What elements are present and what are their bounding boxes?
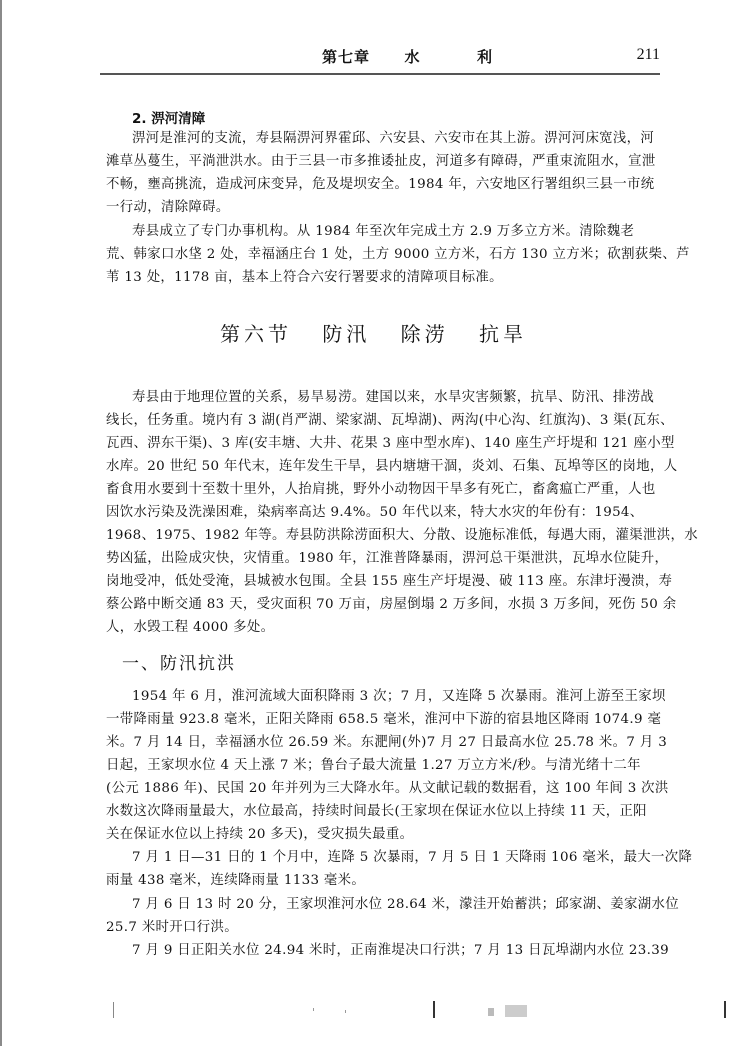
header-rule <box>100 73 660 75</box>
text-line: 瓦西、淠东干渠)、3 库(安丰塘、大井、花果 3 座中型水库)、140 座生产圩堤和 121 座小型 <box>106 436 675 451</box>
scan-artifact <box>313 1008 314 1011</box>
text-line: 日起，王家坝水位 4 天上涨 7 米；鲁台子最大流量 1.27 万立方米/秒。与清光绪十二年 <box>106 758 641 773</box>
scan-artifact <box>433 1001 435 1018</box>
text-line: 1968、1975、1982 年等。寿县防洪除涝面积大、分散、设施标准低，每遇大雨，灌渠泄洪，水 <box>106 528 698 543</box>
running-head-title <box>322 46 493 67</box>
text-line: 滩草丛蔓生，平淌泄洪水。由于三县一市多推诿扯皮，河道多有障碍，严重束流阻水，宣泄 <box>106 154 656 169</box>
text-line: 蔡公路中断交通 83 天，受灾面积 70 万亩，房屋倒塌 2 万多间，水损 3 万多间，死伤 50 余 <box>106 597 677 612</box>
text-line: (公元 1886 年)、民国 20 年并列为三大降水年。从文献记载的数据看，这 100 年间 3 次洪 <box>106 781 669 796</box>
text-line: 水库。20 世纪 50 年代末，连年发生干旱，县内塘塘干涸，炎刘、石集、瓦埠等区的岗地，人 <box>106 459 678 474</box>
scan-left-edge <box>0 0 2 1046</box>
text-line: 荒、韩家口水垡 2 处，幸福涵庄台 1 处，土方 9000 立方米，石方 130 立方米；砍割荻柴、芦 <box>106 247 690 262</box>
text-line: 水数这次降雨量最大，水位最高，持续时间最长(王家坝在保证水位以上持续 11 天，正阳 <box>106 804 647 819</box>
chapter-title-part: 水 <box>404 48 421 66</box>
text-line: 1954 年 6 月，淮河流域大面积降雨 3 次；7 月，又连降 5 次暴雨。淮河上游至王家坝 <box>132 689 666 704</box>
section-title-part: 防汛 <box>322 322 371 346</box>
scan-artifact <box>488 1008 494 1016</box>
text-line: 寿县由于地理位置的关系，易旱易涝。建国以来，水旱灾害频繁，抗旱、防汛、排涝战 <box>132 390 655 405</box>
text-line: 一行动，清除障碍。 <box>106 200 230 215</box>
text-line: 关在保证水位以上持续 20 多天)，受灾损失最重。 <box>106 827 414 842</box>
text-line: 人，水毁工程 4000 多处。 <box>106 620 275 635</box>
text-line: 岗地受冲，低处受淹，县城被水包围。全县 155 座生产圩堤漫、破 113 座。东津圩漫溃，寿 <box>106 574 673 589</box>
text-line: 7 月 9 日正阳关水位 24.94 米时，正南淮堤决口行洪；7 月 13 日瓦埠湖内水位 23.39 <box>132 943 669 958</box>
running-head <box>100 46 660 70</box>
scan-artifact <box>505 1005 527 1017</box>
subsection-heading: 2. 淠河清障 <box>132 111 206 127</box>
scan-artifact <box>724 1001 726 1018</box>
scan-artifact <box>113 1002 114 1018</box>
text-line: 寿县成立了专门办事机构。从 1984 年至次年完成土方 2.9 万多立方米。清除魏老 <box>132 224 635 239</box>
part-heading: 一、防汛抗洪 <box>122 654 236 674</box>
chapter-label: 第七章 <box>322 48 371 66</box>
text-line: 25.7 米时开口行洪。 <box>106 920 239 935</box>
page-number: 211 <box>636 46 660 63</box>
text-line: 苇 13 处，1178 亩，基本上符合六安行署要求的清障项目标准。 <box>106 270 503 285</box>
section-number: 第六节 <box>219 322 292 346</box>
text-line: 畜食用水要到十至数十里外，人抬肩挑，野外小动物因干旱多有死亡，畜禽瘟亡严重，人也 <box>106 482 656 497</box>
chapter-title-part: 利 <box>476 48 493 66</box>
text-line: 雨量 438 毫米，连续降雨量 1133 毫米。 <box>106 873 366 888</box>
text-line: 7 月 1 日—31 日的 1 个月中，连降 5 次暴雨，7 月 5 日 1 天降雨 106 毫米，最大一次降 <box>132 850 693 865</box>
text-line: 势凶猛，出险成灾快，灾情重。1980 年，江淮普降暴雨，淠河总干渠泄洪，瓦埠水位陡升， <box>106 551 669 566</box>
text-line: 米。7 月 14 日，幸福涵水位 26.59 米。东淝闸(外)7 月 27 日最高水位 25.78 米。7 月 3 <box>106 735 668 750</box>
text-line: 淠河是淮河的支流，寿县隔淠河界霍邱、六安县、六安市在其上游。淠河河床宽浅，河 <box>132 131 655 146</box>
section-title-part: 抗旱 <box>479 322 528 346</box>
text-line: 不畅，壅高挑流，造成河床变异，危及堤坝安全。1984 年，六安地区行署组织三县一市统 <box>106 177 655 192</box>
text-line: 因饮水污染及洗澡困难，染病率高达 9.4%。50 年代以来，特大水灾的年份有：1954、 <box>106 505 644 520</box>
text-line: 线长，任务重。境内有 3 湖(肖严湖、梁家湖、瓦埠湖)、两沟(中心沟、红旗沟)、3 渠(瓦东、 <box>106 413 674 428</box>
text-line: 一带降雨量 923.8 毫米，正阳关降雨 658.5 毫米，淮河中下游的宿县地区降雨 1074.9 毫 <box>106 712 662 727</box>
section-title <box>0 318 747 347</box>
text-line: 7 月 6 日 13 时 20 分，王家坝淮河水位 28.64 米，濛洼开始蓄洪；邱家湖、姜家湖水位 <box>132 897 679 912</box>
section-title-part: 除涝 <box>400 322 449 346</box>
scan-artifact <box>345 1010 346 1013</box>
